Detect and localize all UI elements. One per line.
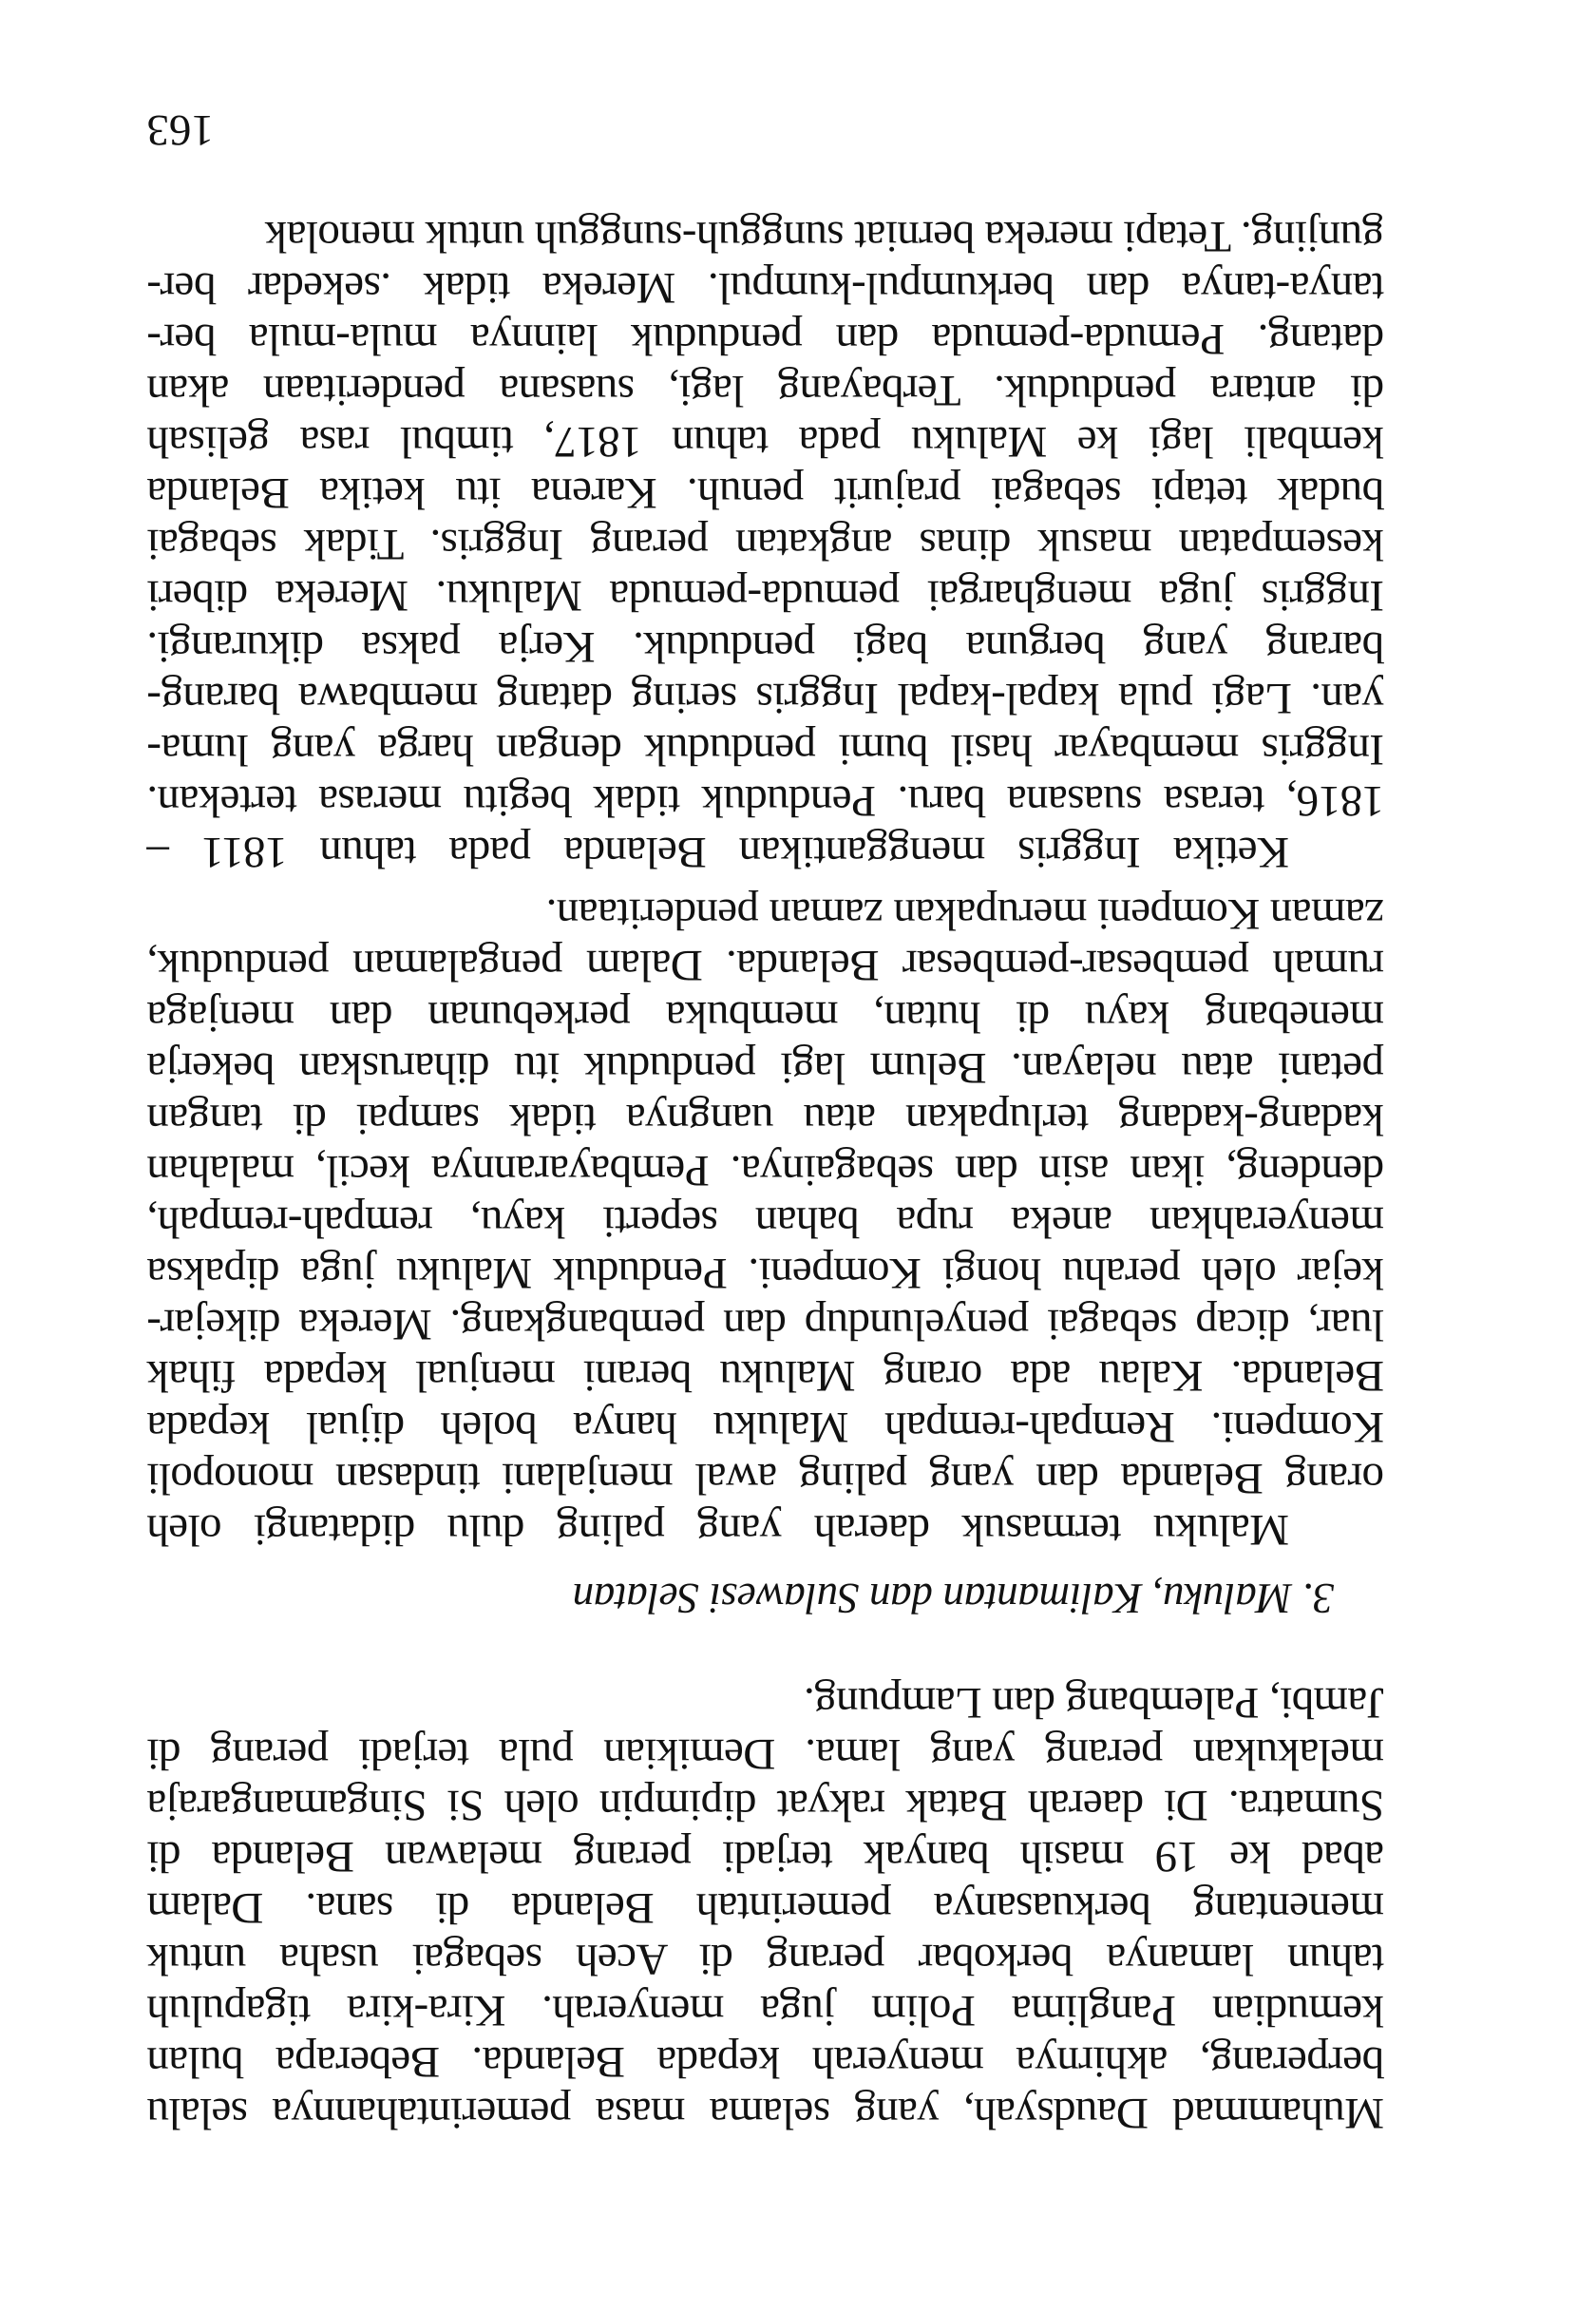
text-line: kesempatan masuk dinas angkatan perang Inggris. Tidak sebagai [147, 520, 1384, 569]
text-line: abad ke 19 masih banyak terjadi perang melawan Belanda di [147, 1832, 1384, 1881]
text-line: 1816, terasa suasana baru. Penduduk tidak begitu merasa tertekan. [147, 776, 1384, 826]
text-line: kejar oleh perahu hongi Kompeni. Penduduk Maluku juga dipaksa [147, 1249, 1384, 1298]
text-line: di antara penduduk. Terbayang lagi, suasana penderitaan akan [147, 366, 1384, 415]
page-number: 163 [146, 105, 214, 155]
text-line: berperang, akhirnya menyerah kepada Belanda. Beberapa bulan [147, 2037, 1384, 2087]
text-line: tahun lamanya berkobar perang di Aceh sebagai usaha untuk [147, 1935, 1384, 1984]
text-line: Muhammad Daudsyah, yang selama masa pemerintahannya selalu [147, 2089, 1384, 2138]
text-line: Maluku termasuk daerah yang paling dulu didatangi oleh [147, 1505, 1289, 1555]
section-heading: 3. Maluku, Kalimantan dan Sulawesi Selatan [572, 1575, 1334, 1622]
paragraph-maluku [147, 888, 1384, 1556]
text-line: Inggris membayar hasil bumi penduduk dengan harga yang luma- [147, 725, 1384, 774]
text-line: Jambi, Palembang dan Lampung. [804, 1678, 1384, 1728]
paragraph-inggris [147, 211, 1384, 878]
text-line: menentang berkuasanya pemerintah Belanda di sana. Dalam [147, 1883, 1384, 1933]
text-line: barang yang berguna bagi penduduk. Kerja paksa dikurangi. [147, 622, 1384, 672]
text-line: menyerahkan aneka rupa bahan seperti kayu, rempah-rempah, [147, 1197, 1384, 1247]
text-line: Inggris juga menghargai pemuda-pemuda Maluku. Mereka diberi [147, 571, 1384, 621]
text-line: petani atau nelayan. Belum lagi penduduk itu diharuskan bekerja [147, 1043, 1384, 1093]
text-line: orang Belanda dan yang paling awal menjalani tindasan monopoli [147, 1454, 1384, 1503]
text-line: tanya-tanya dan berkumpul-kumpul. Mereka tidak .sekedar ber- [147, 263, 1384, 313]
text-line: yan. Lagi pula kapal-kapal Inggris sering datang membawa barang- [147, 674, 1384, 723]
text-line: dendeng, ikan asin dan sebagainya. Pembayarannya kecil, malahan [147, 1146, 1384, 1195]
text-line: rumah pembesar-pembesar Belanda. Dalam pengalaman penduduk, [147, 941, 1384, 990]
text-line: menebang kayu di hutan, membuka perkebunan dan menjaga [147, 992, 1384, 1041]
text-line: Sumatra. Di daerah Batak rakyat dipimpin oleh Si Singamangaraja [147, 1781, 1384, 1830]
text-line: kemudian Panglima Polim juga menyerah. Kira-kira tigapuluh [147, 1986, 1384, 2035]
text-line: melakukan perang yang lama. Demikian pula terjadi perang di [147, 1729, 1384, 1779]
text-line: kembali lagi ke Maluku pada tahun 1817, timbul rasa gelisah [147, 417, 1384, 467]
text-line: gunjing. Tetapi mereka berniat sungguh-sungguh untuk menolak [265, 212, 1384, 261]
text-line: kadang-kadang terlupakan atau uangnya tidak sampai di tangan [147, 1095, 1384, 1144]
text-line: Kompeni. Rempah-rempah Maluku hanya boleh dijual kepada [147, 1403, 1384, 1452]
text-line: zaman Kompeni merupakan zaman penderitaan. [546, 889, 1384, 939]
text-line: budak tetapi sebagai prajurit penuh. Karena itu ketika Belanda [147, 468, 1384, 518]
text-line: Belanda. Kalau ada orang Maluku berani menjual kepada fihak [147, 1351, 1384, 1401]
text-line: datang. Pemuda-pemuda dan penduduk lainnya mula-mula ber- [147, 315, 1384, 364]
text-line: luar, dicap sebagai penyelundup dan pembangkang. Mereka dikejar- [147, 1300, 1384, 1349]
paragraph-aceh [147, 1677, 1384, 2139]
text-line: Ketika Inggris menggantikan Belanda pada tahun 1811 – [147, 828, 1289, 877]
